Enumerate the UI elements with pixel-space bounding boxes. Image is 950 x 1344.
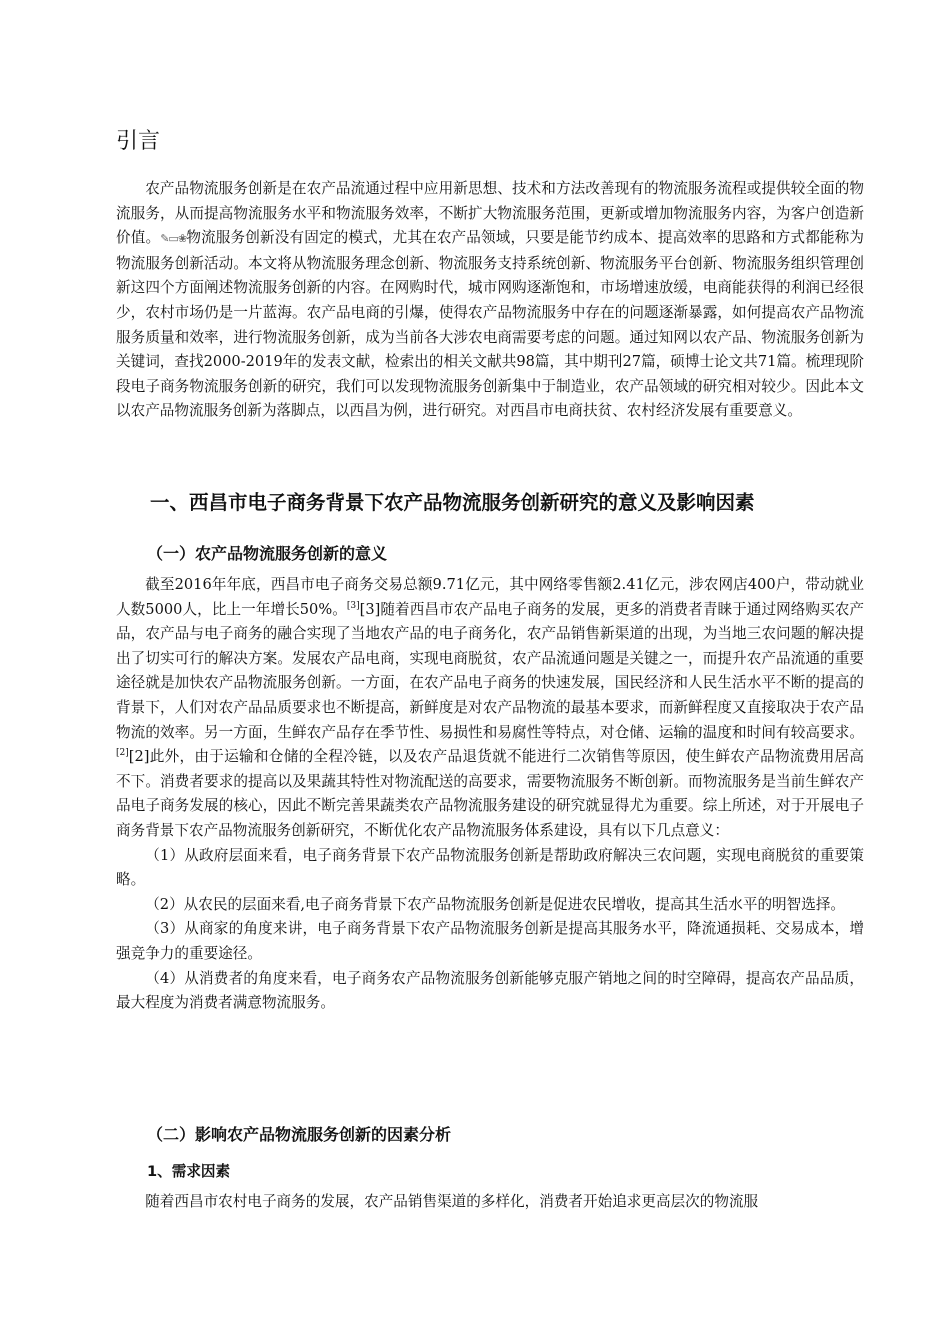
paragraph-text-b: [3]随着西昌市农产品电子商务的发展，更多的消费者青睐于通过网络购买农产品，农产品与电子商务的融合实现了当地农产品的电子商务化，农产品销售新渠道的出现，为当地三农问题的解决提出了切实可行的解决方案。发展农产品电商，实现电商脱贫，农产品流通问题是关键之一，而提升农产品流通的重要途径就是加快农产品物流服务创新。一方面，在农产品电子商务的快速发展，国民经济和人民生活水平不断的提高的背景下，人们对农产品品质要求也不断提高，新鲜度是对农产品物流的最基本要求，而新鲜程度又直接取决于农产品物流的效率。另一方面，生鲜农产品存在季节性、易损性和易腐性等特点，对仓储、运输的温度和时间有较高要求。 [116, 600, 864, 741]
list-item: （3）从商家的角度来讲，电子商务背景下农产品物流服务创新是提高其服务水平，降流通损耗、交易成本，增强竞争力的重要途径。 [116, 920, 864, 962]
paragraph-text-c: [2]此外，由于运输和仓储的全程冷链，以及农产品退货就不能进行二次销售等原因，使生鲜农产品物流费用居高不下。消费者要求的提高以及果蔬其特性对物流配送的高要求，需要物流服务不断创新。而物流服务是当前生鲜农产品电子商务发展的核心，因此不断完善果蔬类农产品物流服务建设的研究就显得尤为重要。综上所述，对于开展电子商务背景下农产品物流服务创新研究，不断优化农产品物流服务体系建设，具有以下几点意义： [116, 748, 864, 839]
demand-paragraph: 随着西昌市农村电子商务的发展，农产品销售渠道的多样化，消费者开始追求更高层次的物流服 [145, 1193, 759, 1210]
list-item: （1）从政府层面来看，电子商务背景下农产品物流服务创新是帮助政府解决三农问题，实现电商脱贫的重要策略。 [116, 846, 864, 889]
subsection-heading-2: （二）影响农产品物流服务创新的因素分析 [147, 1125, 452, 1144]
intro-text-a: 农产品物流服务创新是在农产品流通过程中应用新思想、技术和方法改善现有的物流服务流程或提供较全面的物流服务，从而提高物流服务水平和物流服务效率，不断扩大物流服务范围，更新或增加物流服务内容，为客户创造新价值。 [116, 180, 864, 247]
section-heading-1: 一、西昌市电子商务背景下农产品物流服务创新研究的意义及影响因素 [150, 491, 755, 514]
subsection-1-body [116, 573, 864, 1016]
citation-2: [2] [116, 748, 129, 759]
intro-paragraph [116, 177, 864, 424]
factor-heading: 1、需求因素 [147, 1163, 231, 1180]
subsection-heading-1: （一）农产品物流服务创新的意义 [147, 544, 388, 563]
intro-text-b: 物流服务创新没有固定的模式，尤其在农产品领域，只要是能节约成本、提高效率的思路和方式都能称为物流服务创新活动。本文将从物流服务理念创新、物流服务支持系统创新、物流服务平台创新、物流服务组织管理创新这四个方面阐述物流服务创新的内容。在网购时代，城市网购逐渐饱和，市场增速放缓，电商能获得的利润已经很少，农村市场仍是一片蓝海。农产品电商的引爆，使得农产品物流服务中存在的问题逐渐暴露，如何提高农产品物流服务质量和效率，进行物流服务创新，成为当前各大涉农电商需要考虑的问题。通过知网以农产品、物流服务创新为关键词，查找2000-2019年的发表文献，检索出的相关文献共98篇，其中期刊27篇，硕博士论文共71篇。梳理现阶段电子商务物流服务创新的研究，我们可以发现物流服务创新集中于制造业，农产品领域的研究相对较少。因此本文以农产品物流服务创新为落脚点，以西昌为例，进行研究。对西昌市电商扶贫、农村经济发展有重要意义。 [116, 229, 864, 420]
citation-3: [3] [346, 600, 360, 611]
intro-title: 引言 [116, 129, 161, 154]
significance-paragraph [116, 573, 864, 844]
list-item: （2）从农民的层面来看,电子商务背景下农产品物流服务创新是促进农民增收，提高其生活水平的明智选择。 [145, 895, 846, 913]
reference-marker-icon: ✎▭❀ [160, 232, 187, 246]
paragraph-text-a: 截至2016年年底，西昌市电子商务交易总额9.71亿元，其中网络零售额2.41亿元，涉农网店400户，带动就业人数5000人，比上一年增长50%。 [116, 576, 864, 618]
list-item: （4）从消费者的角度来看，电子商务农产品物流服务创新能够克服产销地之间的时空障碍，提高农产品品质，最大程度为消费者满意物流服务。 [116, 969, 864, 1012]
